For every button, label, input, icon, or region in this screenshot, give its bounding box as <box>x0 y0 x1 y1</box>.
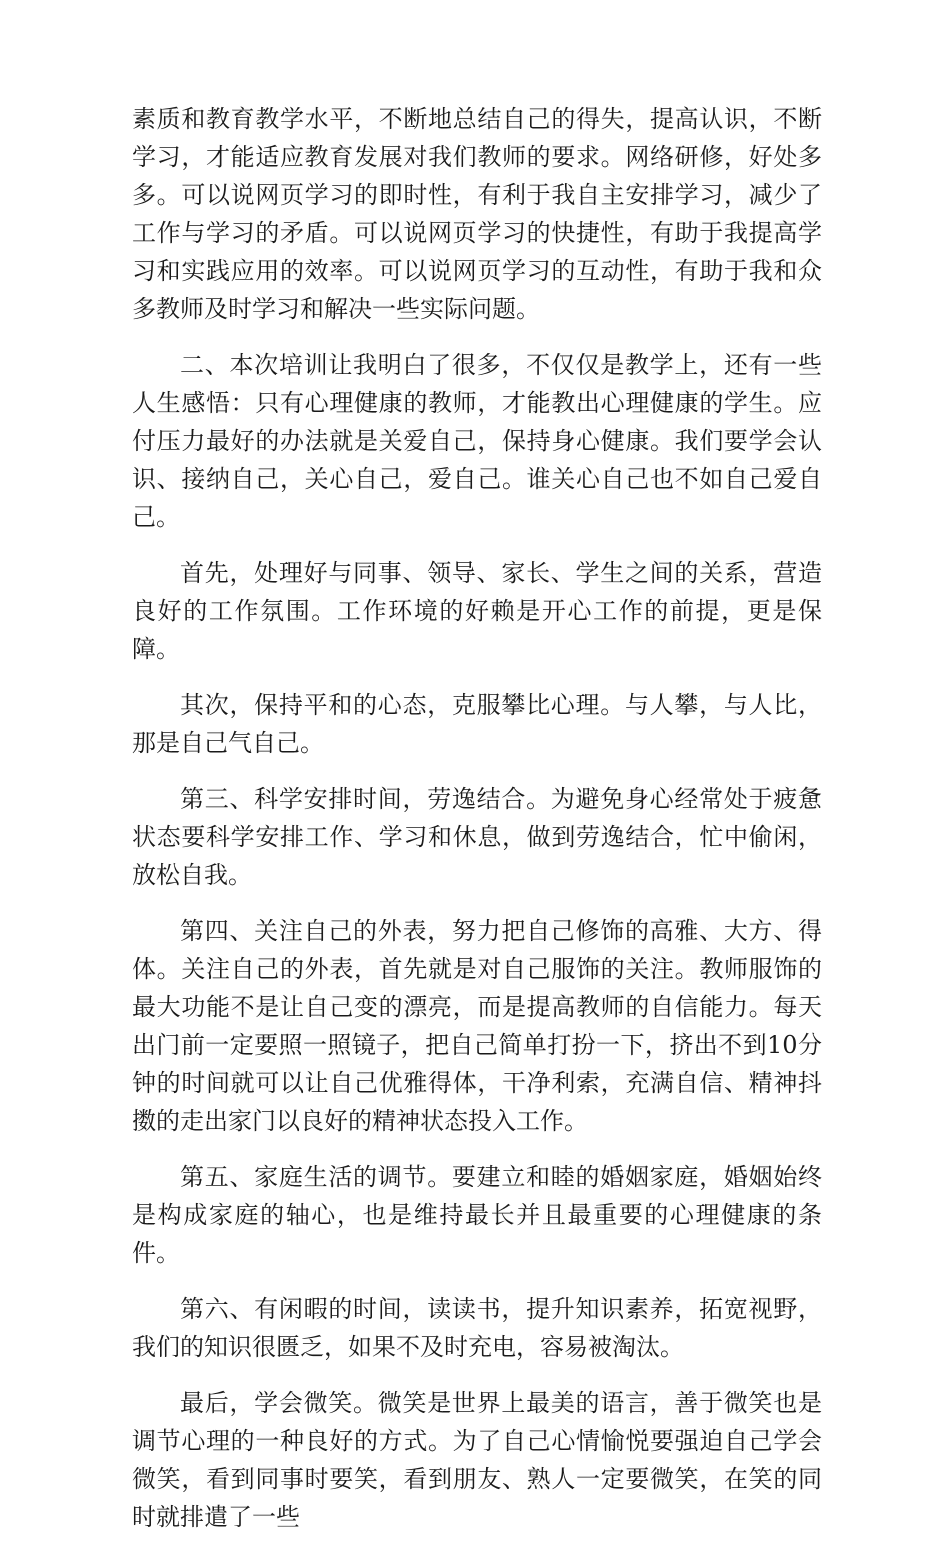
document-body <box>132 100 822 1554</box>
paragraph-fifth: 第五、家庭生活的调节。要建立和睦的婚姻家庭，婚姻始终是构成家庭的轴心，也是维持最长并且最重要的心理健康的条件。 <box>132 1163 822 1267</box>
paragraph-fourth: 第四、关注自己的外表，努力把自己修饰的高雅、大方、得体。关注自己的外表，首先就是对自己服饰的关注。教师服饰的最大功能不是让自己变的漂亮，而是提高教师的自信能力。每天出门前一定要照一照镜子，把自己简单打扮一下，挤出不到10分钟的时间就可以让自己优雅得体，干净利索，充满自信、精神抖擞的走出家门以良好的精神状态投入工作。 <box>132 917 822 1135</box>
paragraph-training-insight: 二、本次培训让我明白了很多，不仅仅是教学上，还有一些人生感悟：只有心理健康的教师，才能教出心理健康的学生。应付压力最好的办法就是关爱自己，保持身心健康。我们要学会认识、接纳自己，关心自己，爱自己。谁关心自己也不如自己爱自己。 <box>132 351 822 531</box>
paragraph-second: 其次，保持平和的心态，克服攀比心理。与人攀，与人比，那是自己气自己。 <box>132 691 822 757</box>
paragraph-continuation: 素质和教育教学水平，不断地总结自己的得失，提高认识，不断学习，才能适应教育发展对我们教师的要求。网络研修，好处多多。可以说网页学习的即时性，有利于我自主安排学习，减少了工作与学习的矛盾。可以说网页学习的快捷性，有助于我提高学习和实践应用的效率。可以说网页学习的互动性，有助于我和众多教师及时学习和解决一些实际问题。 <box>132 105 822 323</box>
paragraph-sixth: 第六、有闲暇的时间，读读书，提升知识素养，拓宽视野，我们的知识很匮乏，如果不及时充电，容易被淘汰。 <box>132 1295 822 1361</box>
paragraph-first: 首先，处理好与同事、领导、家长、学生之间的关系，营造良好的工作氛围。工作环境的好赖是开心工作的前提，更是保障。 <box>132 559 822 663</box>
paragraph-third: 第三、科学安排时间，劳逸结合。为避免身心经常处于疲惫状态要科学安排工作、学习和休息，做到劳逸结合，忙中偷闲，放松自我。 <box>132 785 822 889</box>
paragraph-last: 最后，学会微笑。微笑是世界上最美的语言，善于微笑也是调节心理的一种良好的方式。为了自己心情愉悦要强迫自己学会微笑，看到同事时要笑，看到朋友、熟人一定要微笑，在笑的同时就排遣了一些 <box>132 1389 822 1531</box>
